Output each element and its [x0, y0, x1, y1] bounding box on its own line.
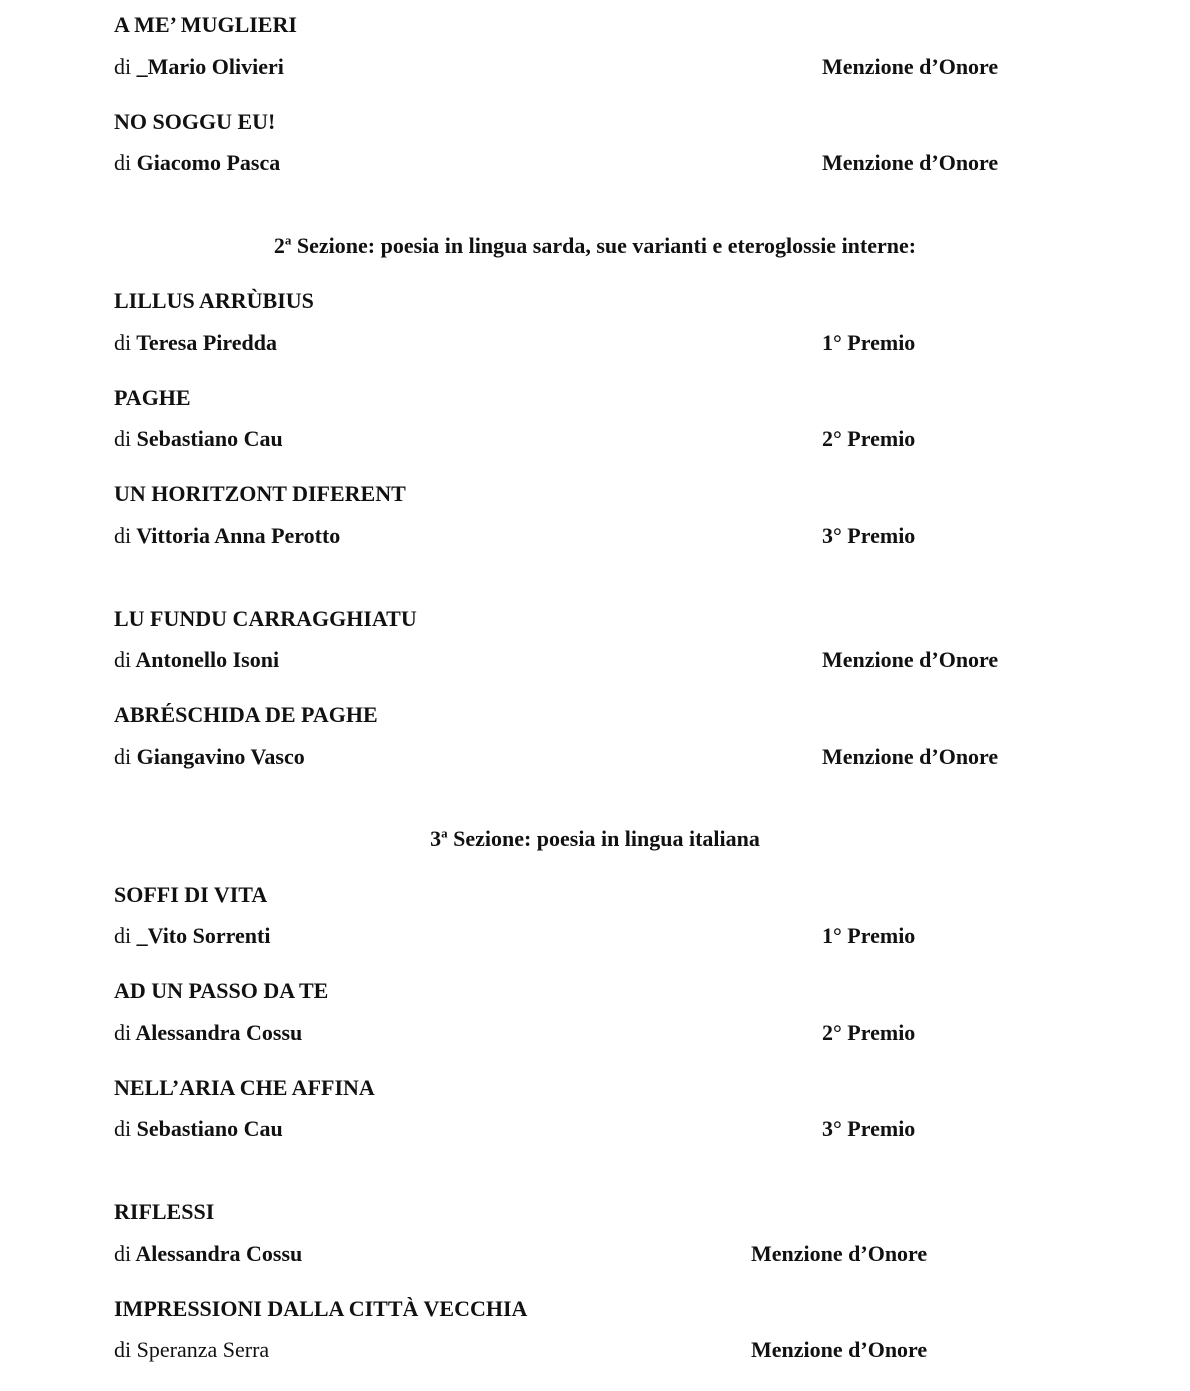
- di-label: di: [114, 1020, 132, 1045]
- entry-author-line: [114, 1116, 283, 1142]
- entry-author: Alessandra Cossu: [131, 1020, 303, 1045]
- section-number: 2: [273, 233, 285, 258]
- entry-author-line: [114, 150, 280, 176]
- entry-title: LU FUNDU CARRAGGHIATU: [114, 606, 417, 631]
- entry-award: 3° Premio: [822, 523, 916, 548]
- section-number: 3: [430, 826, 442, 851]
- entry-author: Antonello Isoni: [131, 647, 280, 672]
- entry-author-line: [114, 523, 340, 549]
- entry-title: NO SOGGU EU!: [114, 109, 276, 134]
- entry-author: Speranza Serra: [131, 1337, 270, 1362]
- di-label: di: [114, 1116, 132, 1141]
- di-label: di: [114, 1337, 132, 1362]
- entry-award: Menzione d’Onore: [822, 54, 999, 79]
- entry-author-line: [114, 1337, 269, 1363]
- entry-author-line: [114, 330, 277, 356]
- entry-title: PAGHE: [114, 385, 191, 410]
- entry-title: RIFLESSI: [114, 1199, 215, 1224]
- entry-author-line: [114, 426, 283, 452]
- entry-author-line: [114, 923, 270, 949]
- entry-award: Menzione d’Onore: [751, 1337, 928, 1362]
- entry-title: AD UN PASSO DA TE: [114, 978, 329, 1003]
- di-label: di: [114, 647, 132, 672]
- entry-title: SOFFI DI VITA: [114, 882, 268, 907]
- di-label: di: [114, 744, 132, 769]
- entry-award: 1° Premio: [822, 923, 916, 948]
- entry-title: LILLUS ARRÙBIUS: [114, 288, 314, 313]
- entry-award: Menzione d’Onore: [822, 150, 999, 175]
- entry-title: UN HORITZONT DIFERENT: [114, 481, 406, 506]
- entry-award: Menzione d’Onore: [822, 744, 999, 769]
- entry-author: Sebastiano Cau: [131, 1116, 283, 1141]
- section-ordinal: a: [284, 232, 292, 248]
- entry-award: 2° Premio: [822, 426, 916, 451]
- di-label: di: [114, 426, 132, 451]
- entry-author: Sebastiano Cau: [131, 426, 283, 451]
- entry-author-line: [114, 54, 284, 80]
- section-heading: [0, 826, 1190, 852]
- section-heading-text: Sezione: poesia in lingua italiana: [447, 826, 760, 851]
- section-heading-text: Sezione: poesia in lingua sarda, sue varianti e eteroglossie interne:: [291, 233, 917, 258]
- di-label: di: [114, 54, 132, 79]
- entry-author: Vittoria Anna Perotto: [131, 523, 341, 548]
- entry-author: Giangavino Vasco: [131, 744, 305, 769]
- di-label: di: [114, 150, 132, 175]
- di-label: di: [114, 923, 132, 948]
- di-label: di: [114, 330, 132, 355]
- entry-author: Giacomo Pasca: [131, 150, 281, 175]
- entry-award: Menzione d’Onore: [822, 647, 999, 672]
- entry-title: NELL’ARIA CHE AFFINA: [114, 1075, 375, 1100]
- entry-award: 3° Premio: [822, 1116, 916, 1141]
- entry-author: _Vito Sorrenti: [131, 923, 271, 948]
- di-label: di: [114, 1241, 132, 1266]
- entry-title: ABRÉSCHIDA DE PAGHE: [114, 702, 378, 727]
- entry-award: Menzione d’Onore: [751, 1241, 928, 1266]
- entry-title: A ME’ MUGLIERI: [114, 12, 297, 37]
- entry-author-line: [114, 647, 279, 673]
- di-label: di: [114, 523, 132, 548]
- entry-author-line: [114, 1241, 302, 1267]
- entry-author: Teresa Piredda: [131, 330, 277, 355]
- entry-author-line: [114, 1020, 302, 1046]
- entry-award: 1° Premio: [822, 330, 916, 355]
- section-ordinal: a: [441, 825, 448, 841]
- entry-title: IMPRESSIONI DALLA CITTÀ VECCHIA: [114, 1296, 528, 1321]
- entry-author-line: [114, 744, 305, 770]
- entry-award: 2° Premio: [822, 1020, 916, 1045]
- entry-author: _Mario Olivieri: [131, 54, 284, 79]
- entry-author: Alessandra Cossu: [131, 1241, 303, 1266]
- section-heading: [0, 233, 1190, 259]
